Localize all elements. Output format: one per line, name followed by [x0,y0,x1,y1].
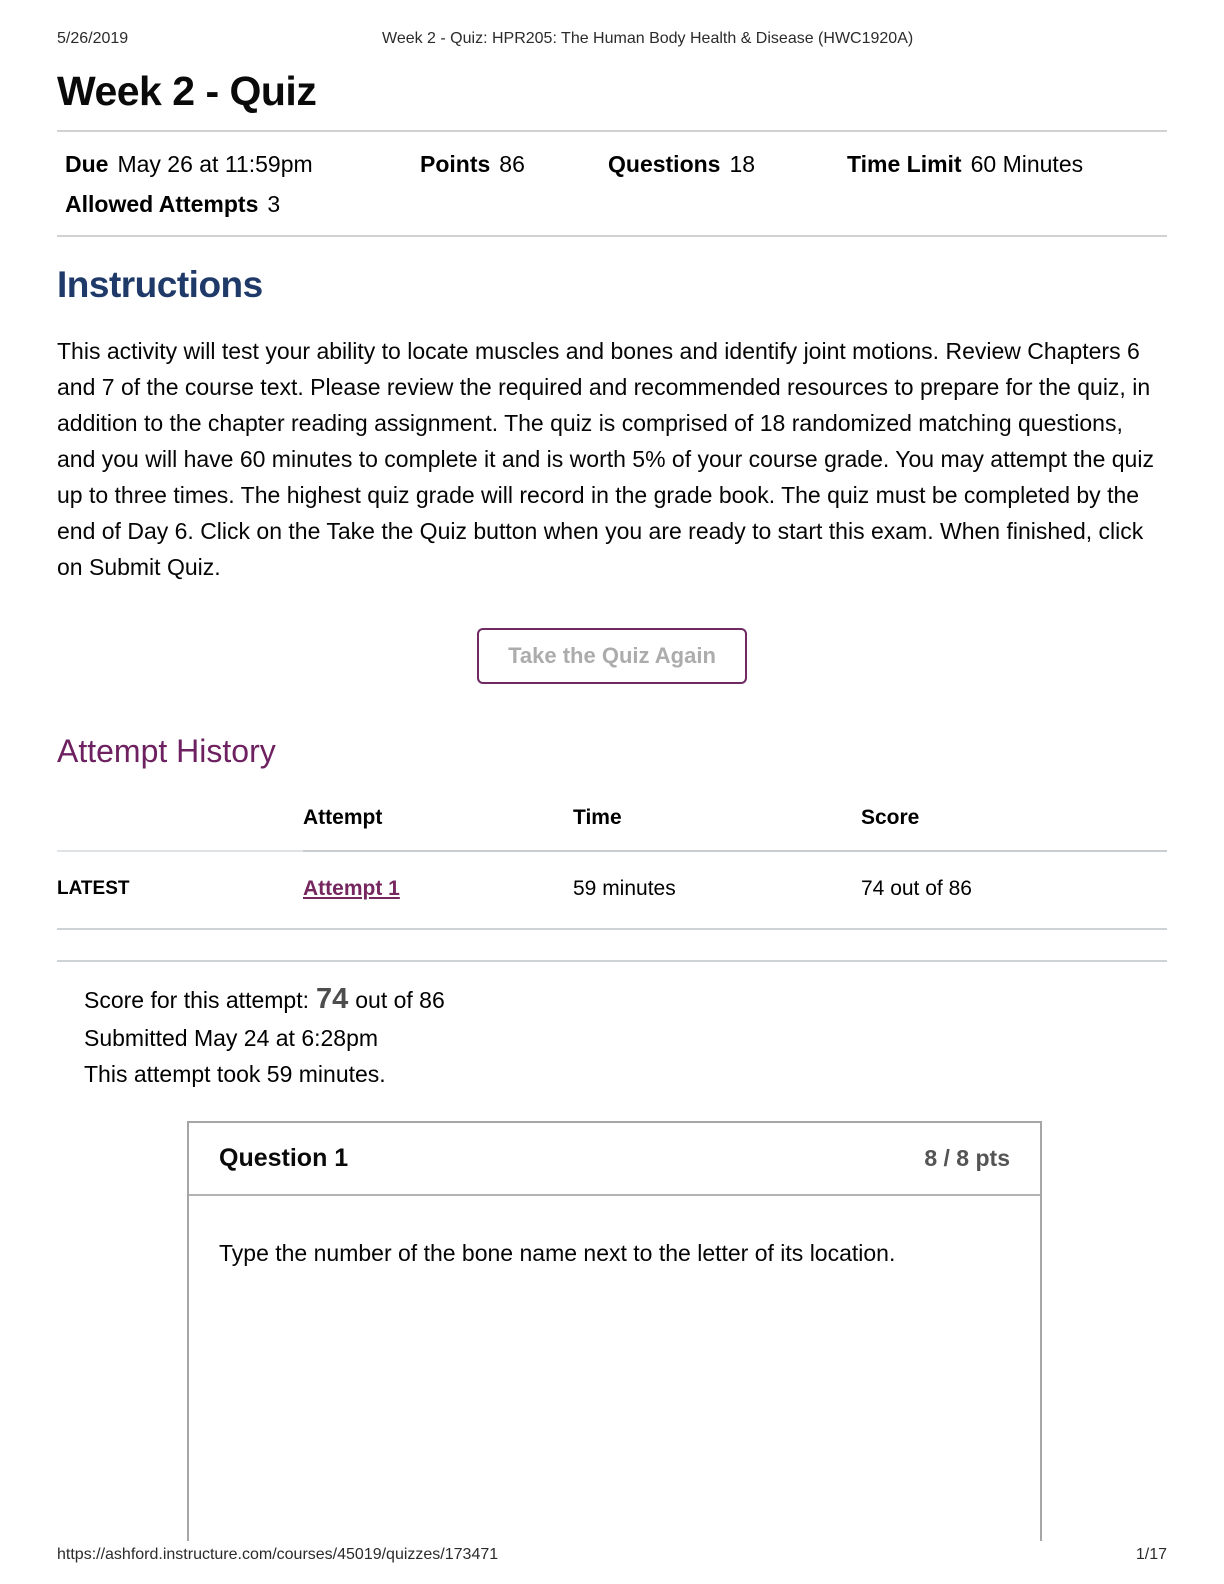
meta-questions-value: 18 [729,151,756,177]
print-document-title: Week 2 - Quiz: HPR205: The Human Body Health & Disease (HWC1920A) [382,30,914,47]
question-title: Question 1 [219,1144,349,1172]
page-title: Week 2 - Quiz [57,68,317,114]
meta-allowed-attempts-value: 3 [267,191,281,217]
latest-badge: LATEST [57,851,303,929]
meta-time-limit-value: 60 Minutes [970,151,1084,177]
quiz-meta [57,151,1167,218]
print-header [0,0,1224,48]
meta-questions-label: Questions [608,151,721,177]
time-column-header: Time [573,796,861,851]
meta-points-value: 86 [499,151,525,177]
meta-time-limit-label: Time Limit [847,151,962,177]
question-prompt: Type the number of the bone name next to the letter of its location. [219,1240,896,1266]
take-quiz-again-button[interactable]: Take the Quiz Again [477,628,747,684]
page-content [0,68,1224,1541]
attempt-table-header-row [57,796,1167,851]
meta-due-label: Due [65,151,109,177]
attempt-summary [84,983,1167,1088]
print-date: 5/26/2019 [57,30,129,47]
meta-due [65,151,420,178]
instructions-heading: Instructions [57,264,263,305]
score-prefix: Score for this attempt: [84,987,309,1013]
question-header [189,1123,1040,1196]
divider [57,235,1167,237]
meta-points-label: Points [420,151,491,177]
print-footer-url: https://ashford.instructure.com/courses/45019/quizzes/173471 [57,1546,499,1563]
submitted-line: Submitted May 24 at 6:28pm [84,1025,379,1051]
attempt-1-link[interactable]: Attempt 1 [303,877,400,900]
time-cell: 59 minutes [573,851,861,929]
question-card [187,1121,1042,1541]
question-points: 8 / 8 pts [924,1145,1010,1171]
attempt-history-heading: Attempt History [57,733,276,769]
divider [57,130,1167,132]
divider [57,960,1167,962]
quiz-meta-row [65,151,1167,178]
attempt-column-header: Attempt [303,796,573,851]
meta-due-value: May 26 at 11:59pm [117,151,313,177]
attempt-table-blank-header [57,796,303,851]
take-quiz-button-row [57,628,1167,684]
meta-questions [608,151,847,178]
score-line [84,983,1167,1016]
meta-allowed-attempts [65,191,1167,218]
print-footer-page-number: 1/17 [1135,1546,1167,1563]
meta-allowed-attempts-label: Allowed Attempts [65,191,259,217]
score-column-header: Score [861,796,1167,851]
attempt-cell [303,851,573,929]
score-value: 74 [315,983,349,1015]
score-cell: 74 out of 86 [861,851,1167,929]
attempt-table-row [57,851,1167,929]
instructions-text: This activity will test your ability to locate muscles and bones and identify joint motions. Review Chapters 6 and 7 of the course text. Please review the required and recommended resources to prepare for the quiz, in addition to the chapter reading assignment. The quiz is comprised of 18 randomized matching questions, and you will have 60 minutes to complete it and is worth 5% of your course grade. You may attempt the quiz up to three times. The highest quiz grade will record in the grade book. The quiz must be completed by the end of Day 6. Click on the Take the Quiz button when you are ready to start this exam. When finished, click on Submit Quiz. [57,338,1154,580]
print-footer [57,1546,1167,1564]
duration-line: This attempt took 59 minutes. [84,1061,386,1087]
attempt-history-table [57,796,1167,930]
score-suffix: out of 86 [355,987,445,1013]
meta-time-limit [847,151,1083,178]
meta-points [420,151,608,178]
